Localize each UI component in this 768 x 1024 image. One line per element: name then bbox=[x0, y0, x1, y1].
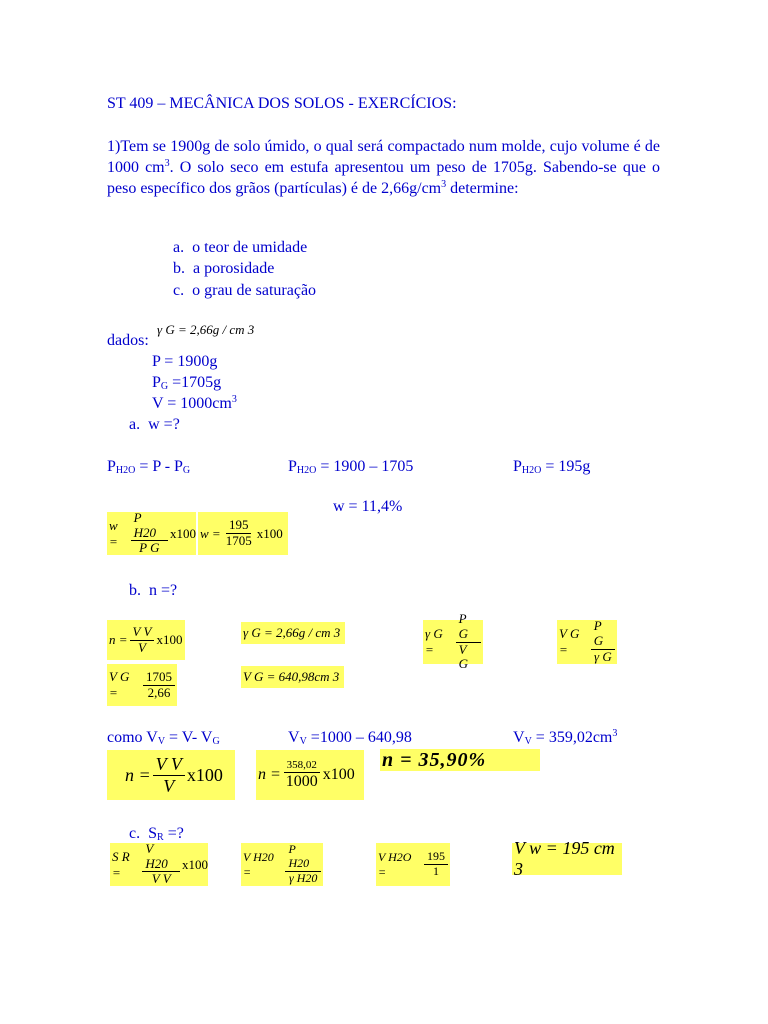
w-formula-equation: w = $\frac{\text{P H20}}{\text{P G}}$ x100 bbox=[109, 509, 196, 556]
list-item bbox=[173, 281, 316, 301]
page-title: ST 409 – MECÂNICA DOS SOLOS - EXERCÍCIOS: bbox=[107, 95, 457, 112]
part-c-heading: c. $S_R$ =? bbox=[129, 825, 184, 843]
gamma-equation: γ G = 2,66g / cm 3 bbox=[157, 322, 255, 337]
sr-formula-equation: S R = $\frac{\text{V H20}}{\text{V V}}$ x100 bbox=[112, 840, 208, 887]
gamma-value-equation: γ G = 2,66g / cm 3 bbox=[241, 622, 345, 644]
ph2o-result: $P_{H2O} = 195g$ bbox=[513, 458, 591, 476]
part-a-heading: a. w =? bbox=[129, 416, 180, 433]
unit-superscript: 3 bbox=[164, 158, 170, 169]
dados-label: dados: bbox=[107, 332, 149, 349]
n-formula-equation: n = $\frac{\text{V V}}{V}$ x100 bbox=[107, 620, 185, 660]
dados-v: $V = 1000cm^3$ bbox=[152, 394, 237, 412]
vh2o-formula-equation: V H20 = $\frac{\text{P H20}}{\text{γ H20}}$ bbox=[241, 843, 323, 886]
part-b-heading: b. n =? bbox=[129, 582, 178, 599]
unit-superscript: 3 bbox=[441, 179, 447, 190]
n-formula-large-equation: n = $\frac{\text{V V}}{V}$ x100 bbox=[107, 750, 235, 800]
list-item-text: o grau de saturação bbox=[192, 282, 317, 299]
problem-text-1: 1)Tem se 1900g de solo úmido, o qual será compactado num molde, cujo volume é de 1000 cm bbox=[107, 138, 660, 176]
vw-result-equation: V w = 195 cm 3 bbox=[512, 843, 622, 875]
vg-formula-equation: V G = $\frac{\text{P G}}{\text{γ G}}$ bbox=[557, 620, 617, 664]
list-item-text: a porosidade bbox=[193, 260, 275, 277]
gamma-definition-equation: γ G = $\frac{\text{P G}}{\text{V G}}$ bbox=[423, 620, 483, 664]
list-marker: a. bbox=[173, 239, 185, 256]
n-result-equation: n = 35,90% bbox=[380, 749, 540, 771]
vg-result-equation: V G = 640,98cm 3 bbox=[241, 666, 344, 688]
ph2o-formula: $P_{H2O} = P - P_G$ bbox=[107, 458, 191, 476]
ph2o-substitution: $P_{H2O} = 1900 - 1705$ bbox=[288, 458, 414, 476]
w-result: w = 11,4% bbox=[333, 498, 403, 515]
problem-statement bbox=[107, 136, 660, 199]
list-marker: b. bbox=[173, 260, 185, 277]
vg-substitution-equation: V G = $\frac{1705}{2,66}$ bbox=[107, 664, 177, 706]
list-item-text: o teor de umidade bbox=[192, 239, 308, 256]
problem-text-3: determine: bbox=[450, 180, 519, 197]
list-item bbox=[173, 259, 274, 279]
list-item bbox=[173, 238, 307, 258]
vh2o-substitution-equation: V H2O = $\frac{195}{1}$ bbox=[376, 843, 450, 886]
problem-text-2: . O solo seco em estufa apresentou um peso de 1705g. Sabendo-se que o peso específico dos grãos (partículas) é de 2,66g/cm bbox=[107, 159, 660, 197]
vv-result: $V_V = 359,02cm^3$ bbox=[513, 728, 618, 747]
vv-relation: como $V_V = V-$ $V_G$ bbox=[107, 729, 220, 747]
dados-pg: $P_G =1705g$ bbox=[152, 374, 222, 392]
w-substitution-equation: w = $\frac{195}{1705}$ x100 bbox=[198, 512, 288, 555]
list-marker: c. bbox=[173, 282, 185, 299]
n-substitution-equation: n = $\frac{358,02}{1000}$ x100 bbox=[256, 750, 364, 800]
vv-substitution: $V_V =1000 - 640,98$ bbox=[288, 729, 412, 747]
dados-p: P = 1900g bbox=[152, 353, 218, 370]
